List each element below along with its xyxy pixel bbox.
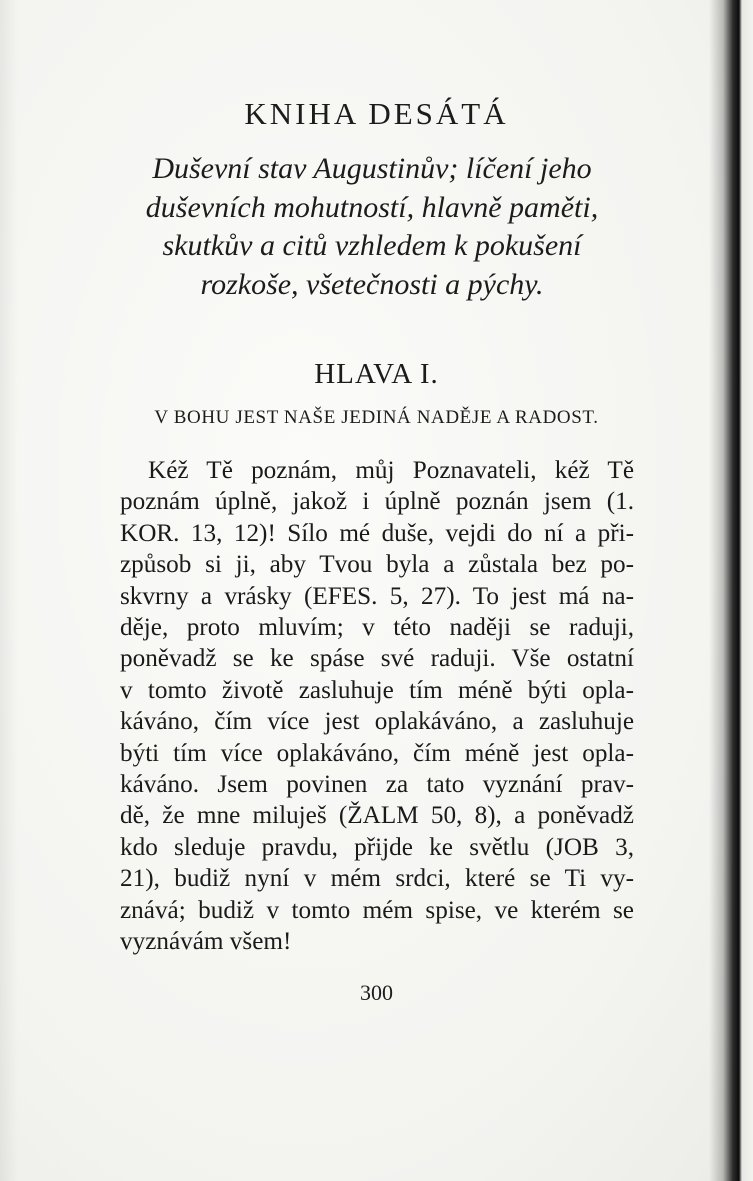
body-line: 21), budiž nyní v mém srdci, které se Ti vy- <box>120 865 634 893</box>
body-line: poznám úplně, jakož i úplně poznán jsem (1. <box>120 488 634 516</box>
body-line: dě, že mne miluješ (ŽALM 50, 8), a poněvadž <box>120 802 634 830</box>
book-subtitle: Duševní stav Augustinův; líčení jeho duševních mohutností, hlavně paměti, skutkův a citů vzhledem k pokušení rozkoše, všetečnosti a pýchy. <box>145 152 599 301</box>
body-line: kdo sleduje pravdu, přijde ke světlu (JOB 3, <box>120 833 634 861</box>
page-number: 300 <box>360 980 393 1005</box>
body-line: káváno, čím více jest oplakáváno, a zasluhuje <box>120 708 634 736</box>
body-line: v tomto životě zasluhuje tím méně býti opla- <box>120 676 634 704</box>
body-text <box>120 455 634 958</box>
body-line: děje, proto mluvím; v této naději se raduji, <box>120 614 634 642</box>
body-line: poněvadž se ke spáse své raduji. Vše ostatní <box>120 645 634 673</box>
chapter-subheading: V BOHU JEST NAŠE JEDINÁ NADĚJE A RADOST. <box>154 407 599 428</box>
body-line: způsob si ji, aby Tvou byla a zůstala bez po- <box>120 551 634 579</box>
body-line: KOR. 13, 12)! Sílo mé duše, vejdi do ní a při- <box>120 519 634 547</box>
body-line: Kéž Tě poznám, můj Poznavateli, kéž Tě <box>148 457 634 484</box>
body-line: býti tím více oplakáváno, čím méně jest opla- <box>120 739 634 767</box>
body-line: vyznávám všem! <box>120 928 292 956</box>
body-line: skvrny a vrásky (EFES. 5, 27). To jest má na- <box>120 582 634 610</box>
body-line: káváno. Jsem povinen za tato vyznání prav- <box>120 771 634 799</box>
body-line: znává; budiž v tomto mém spise, ve kterém se <box>120 896 634 924</box>
chapter-heading: HLAVA I. <box>314 358 439 390</box>
book-title: KNIHA DESÁTÁ <box>244 96 509 131</box>
